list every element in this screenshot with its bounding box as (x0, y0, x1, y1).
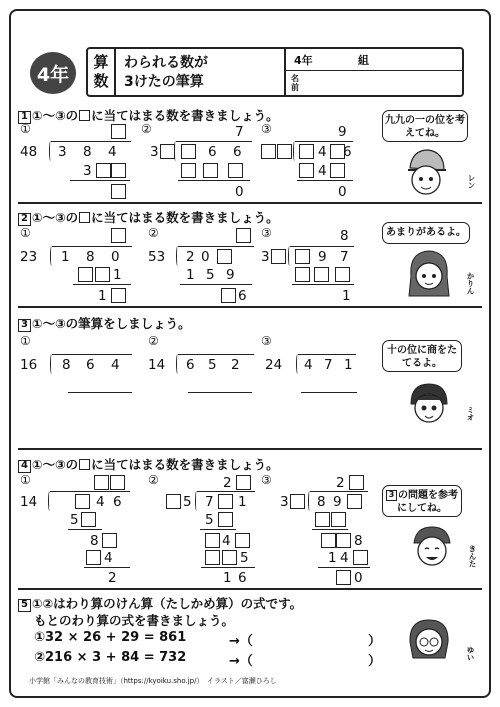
section-5: 5 ①②はわり算のけん算（たしかめ算）の式です。 もとのわり算の式を書きましょう。 ①32 × 26 + 29 = 861 →（ ） ②216 × 3 + 84 = 732 →（ ） ゆい (18, 592, 482, 672)
answer-box[interactable] (181, 163, 196, 178)
answer-box[interactable] (331, 512, 346, 527)
answer-box[interactable] (299, 163, 314, 178)
answer-box[interactable] (347, 494, 362, 509)
answer-field-2[interactable]: →（ (229, 654, 253, 669)
answer-box[interactable] (94, 475, 109, 490)
section-4-heading: 4 ①～③の に当てはまる数を書きましょう。 (18, 455, 279, 473)
answer-box[interactable] (353, 550, 368, 565)
answer-box[interactable] (217, 249, 232, 264)
answer-box[interactable] (203, 163, 218, 178)
answer-box[interactable] (315, 512, 330, 527)
answer-box[interactable] (335, 267, 350, 282)
hint-bubble: 十の位に商をたてるよ。 (382, 340, 462, 372)
section-2-heading: 2 ①～③の に当てはまる数を書きましょう。 (18, 208, 279, 226)
answer-box[interactable] (166, 494, 181, 509)
section-3: 3 ①～③の筆算をしましょう。 ① ② ③ 16 8 6 4 14 6 5 2 24 4 7 1 十の位に商をたてるよ。 ミオ (18, 312, 482, 450)
student-info (284, 49, 462, 95)
answer-box[interactable] (205, 550, 220, 565)
answer-box[interactable] (160, 144, 175, 159)
answer-box[interactable] (236, 228, 251, 243)
answer-box[interactable] (277, 144, 292, 159)
answer-box[interactable] (102, 533, 117, 548)
subject-label: 算 数 (88, 49, 116, 95)
answer-box[interactable] (96, 163, 111, 178)
girl-character-icon (403, 614, 455, 666)
hint-bubble: 3 の問題を参考にしてね。 (382, 485, 462, 517)
section-3-heading: 3 ①～③の筆算をしましょう。 (18, 314, 191, 332)
boy-character-icon (406, 521, 458, 577)
answer-box[interactable] (111, 184, 126, 199)
section-1-heading: 1 ①～③の に当てはまる数を書きましょう。 (18, 106, 279, 124)
answer-box[interactable] (349, 475, 364, 490)
answer-box[interactable] (336, 570, 351, 585)
answer-box[interactable] (336, 533, 351, 548)
title-box (86, 47, 464, 97)
answer-box[interactable] (235, 533, 250, 548)
section-5-heading: 5 ①②はわり算のけん算（たしかめ算）の式です。 (18, 594, 302, 612)
character-name: ミオ (466, 406, 475, 421)
hint-bubble: 九九の一の位を考えてね。 (382, 110, 468, 142)
hint-bubble: あまりがあるよ。 (382, 222, 470, 244)
grade-badge: 4年 (30, 52, 76, 94)
answer-box[interactable] (181, 144, 196, 159)
character-name: ゆい (466, 646, 475, 661)
answer-box[interactable] (218, 494, 233, 509)
answer-box[interactable] (236, 475, 251, 490)
class-field: 組 (358, 54, 369, 67)
answer-box[interactable] (218, 512, 233, 527)
answer-box[interactable] (75, 494, 90, 509)
answer-box[interactable] (222, 550, 237, 565)
footer-credit: 小学館「みんなの教育技術」（https://kyoiku.sho.jp/） イラスト／富瀬ひろし (29, 677, 277, 685)
answer-field-1[interactable]: →（ (229, 634, 253, 649)
answer-box[interactable] (290, 494, 305, 509)
section-2: 2 ①～③の に当てはまる数を書きましょう。 ① ② ③ 23 1 8 0 1 1 53 2 0 1 5 9 6 8 3 9 7 1 あまりがあるよ。 かりん (18, 206, 482, 308)
answer-box[interactable] (205, 533, 220, 548)
answer-box[interactable] (111, 288, 126, 303)
grade-field: 4年 (294, 54, 313, 67)
boy-character-icon (398, 146, 454, 202)
answer-box[interactable] (86, 550, 101, 565)
answer-box[interactable] (271, 249, 286, 264)
section-5-heading-2: もとのわり算の式を書きましょう。 (34, 613, 235, 628)
equation-2: ②216 × 3 + 84 = 732 (34, 650, 187, 665)
girl-character-icon (403, 246, 455, 302)
answer-box[interactable] (111, 228, 126, 243)
answer-box[interactable] (314, 267, 329, 282)
answer-box[interactable] (221, 288, 236, 303)
answer-box[interactable] (299, 144, 314, 159)
answer-box[interactable] (228, 163, 243, 178)
answer-box[interactable] (330, 163, 345, 178)
answer-box[interactable] (111, 163, 126, 178)
answer-box[interactable] (78, 267, 93, 282)
section-4: 4 ①～③の に当てはまる数を書きましょう。 ① ② ③ 14 4 6 5 8 4 2 2 5 7 1 5 4 5 1 6 2 3 8 9 8 1 4 0 3 の問題を参考にしてね。 きんた (18, 453, 482, 590)
answer-box[interactable] (95, 267, 110, 282)
name-field[interactable]: 名 前 (291, 74, 299, 92)
answer-box[interactable] (321, 533, 336, 548)
worksheet-title: わられる数が 3けたの筆算 (124, 55, 208, 90)
section-1: 1 ①～③の に当てはまる数を書きましょう。 ① ② ③ 48 3 8 4 3 7 3 6 6 0 9 4 6 4 0 九九の一の位を考えてね。 レン (18, 104, 482, 204)
answer-box[interactable] (81, 512, 96, 527)
equation-1: ①32 × 26 + 29 = 861 (34, 630, 187, 645)
character-name: かりん (466, 272, 475, 295)
answer-box[interactable] (111, 124, 126, 139)
answer-box[interactable] (261, 144, 276, 159)
answer-box[interactable] (110, 475, 125, 490)
answer-box[interactable] (295, 267, 310, 282)
character-name: レン (467, 174, 476, 189)
girl-character-icon (403, 378, 455, 434)
character-name: きんた (468, 545, 477, 568)
answer-box[interactable] (295, 249, 310, 264)
